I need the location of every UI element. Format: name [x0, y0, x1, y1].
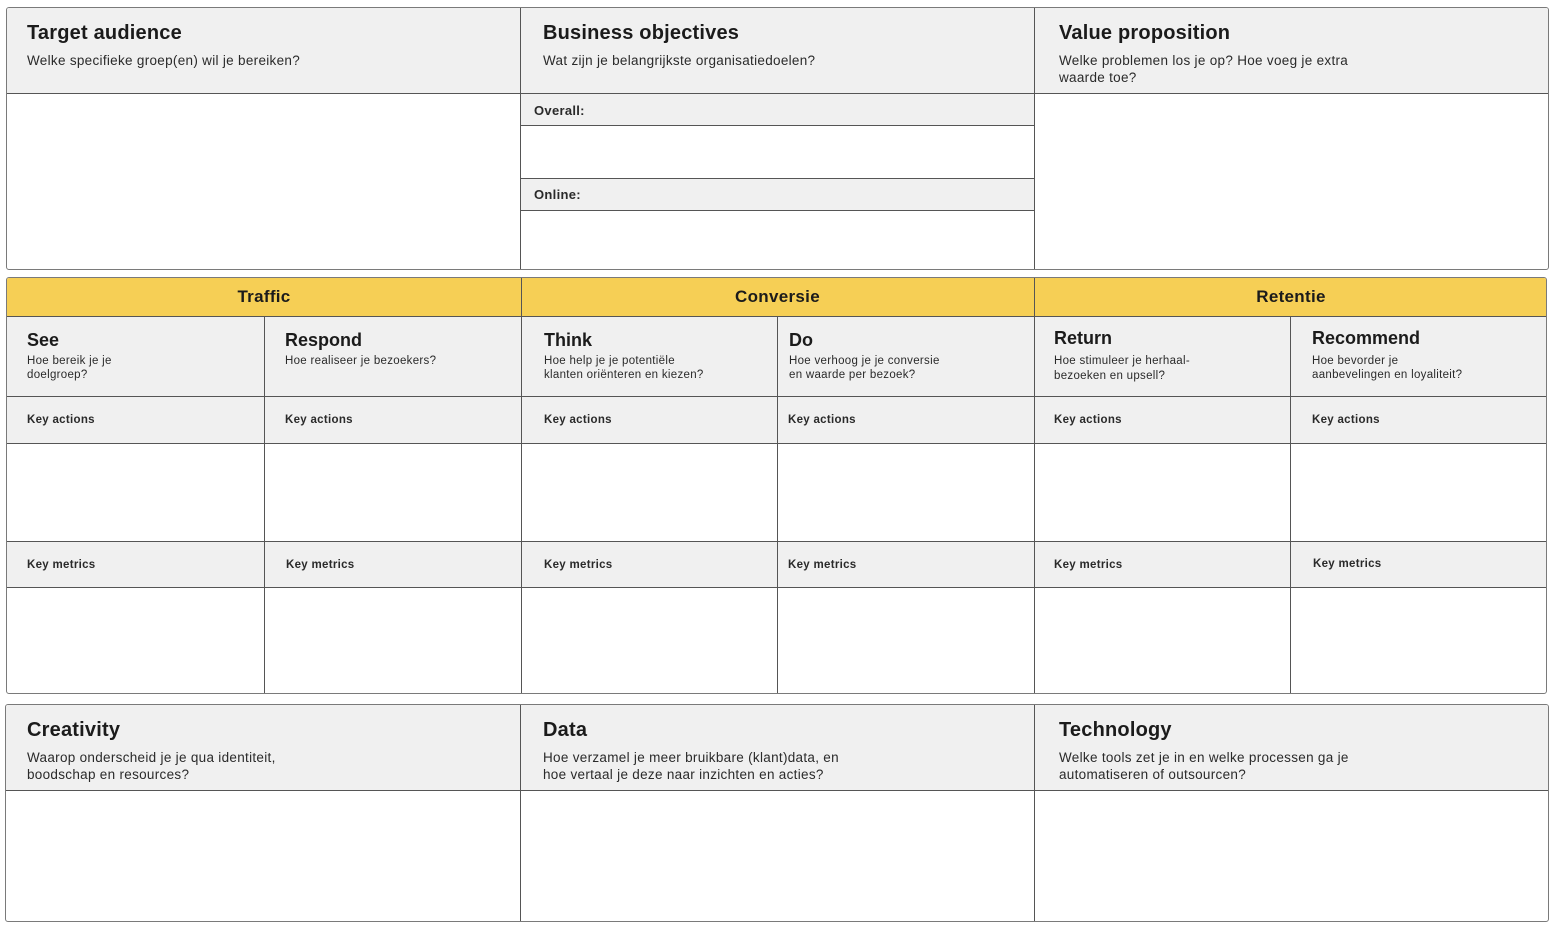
target-audience-input-area[interactable]: [7, 94, 521, 270]
see-key-actions-input[interactable]: [7, 444, 264, 541]
value-proposition-input-area[interactable]: [1035, 94, 1549, 270]
data-desc-line2: hoe vertaal je deze naar inzichten en acties?: [543, 767, 824, 782]
creativity-input-area[interactable]: [6, 791, 520, 922]
return-key-metrics-input[interactable]: [1034, 588, 1291, 694]
target-audience-title: Target audience: [27, 22, 182, 44]
recommend-key-actions-label: Key actions: [1312, 414, 1380, 426]
stage-think-desc-line1: Hoe help je je potentiële: [544, 355, 675, 367]
overall-label: Overall:: [534, 103, 585, 118]
divider: [520, 705, 521, 922]
respond-key-actions-input[interactable]: [264, 444, 521, 541]
online-label: Online:: [534, 187, 581, 202]
divider: [521, 278, 522, 694]
divider: [777, 317, 778, 694]
stage-do-desc-line2: en waarde per bezoek?: [789, 369, 916, 381]
technology-desc-line1: Welke tools zet je in en welke processen ga je: [1059, 750, 1349, 765]
think-key-actions-label: Key actions: [544, 414, 612, 426]
respond-key-metrics-input[interactable]: [264, 588, 521, 694]
stage-respond-title: Respond: [285, 330, 363, 350]
see-key-metrics-input[interactable]: [7, 588, 264, 694]
technology-input-area[interactable]: [1035, 791, 1549, 922]
creativity-title: Creativity: [27, 719, 121, 741]
funnel-panel: [6, 277, 1547, 694]
think-key-metrics-input[interactable]: [521, 588, 777, 694]
divider: [1034, 278, 1035, 694]
target-audience-desc: Welke specifieke groep(en) wil je bereiken?: [27, 53, 301, 68]
online-label-row: [521, 179, 1034, 210]
phase-retentie: Retentie: [1034, 278, 1547, 316]
do-key-actions-label: Key actions: [788, 414, 856, 426]
do-key-actions-input[interactable]: [777, 444, 1034, 541]
stage-recommend-desc-line2: aanbevelingen en loyaliteit?: [1312, 369, 1463, 381]
respond-key-actions-label: Key actions: [285, 414, 353, 426]
respond-key-metrics-label: Key metrics: [286, 559, 355, 571]
value-proposition-title: Value proposition: [1059, 22, 1231, 44]
divider: [1034, 8, 1035, 270]
divider: [1290, 317, 1291, 694]
stage-recommend-desc-line1: Hoe bevorder je: [1312, 355, 1399, 367]
see-key-actions-label: Key actions: [27, 414, 95, 426]
business-objectives-title: Business objectives: [543, 22, 740, 44]
recommend-key-metrics-input[interactable]: [1291, 588, 1547, 694]
value-proposition-desc-line1: Welke problemen los je op? Hoe voeg je extra: [1059, 53, 1349, 68]
data-title: Data: [543, 719, 588, 741]
business-objectives-desc: Wat zijn je belangrijkste organisatiedoelen?: [543, 53, 816, 68]
stage-respond-desc-line1: Hoe realiseer je bezoekers?: [285, 355, 437, 367]
technology-title: Technology: [1059, 719, 1172, 741]
phase-traffic: Traffic: [7, 278, 521, 316]
recommend-key-metrics-label: Key metrics: [1313, 558, 1382, 570]
stage-see-title: See: [27, 330, 60, 350]
creativity-desc-line1: Waarop onderscheid je je qua identiteit,: [27, 750, 276, 765]
stage-do-desc-line1: Hoe verhoog je je conversie: [789, 355, 940, 367]
top-panel: [6, 7, 1549, 270]
stage-see-desc-line2: doelgroep?: [27, 369, 88, 381]
stage-think-desc-line2: klanten oriënteren en kiezen?: [544, 369, 704, 381]
overall-input-area[interactable]: [521, 126, 1034, 178]
return-key-actions-label: Key actions: [1054, 414, 1122, 426]
return-key-actions-input[interactable]: [1034, 444, 1291, 541]
data-input-area[interactable]: [521, 791, 1034, 922]
stage-return-title: Return: [1054, 328, 1112, 348]
recommend-key-actions-input[interactable]: [1291, 444, 1547, 541]
see-key-metrics-label: Key metrics: [27, 559, 96, 571]
think-key-metrics-label: Key metrics: [544, 559, 613, 571]
do-key-metrics-input[interactable]: [777, 588, 1034, 694]
phase-conversie: Conversie: [521, 278, 1034, 316]
think-key-actions-input[interactable]: [521, 444, 777, 541]
divider: [520, 8, 521, 270]
return-key-metrics-label: Key metrics: [1054, 559, 1123, 571]
bottom-panel: [5, 704, 1549, 922]
top-header-row: [7, 8, 1549, 94]
technology-desc-line2: automatiseren of outsourcen?: [1059, 767, 1247, 782]
creativity-desc-line2: boodschap en resources?: [27, 767, 190, 782]
stage-return-desc-line2: bezoeken en upsell?: [1054, 370, 1166, 382]
stage-return-desc-line1: Hoe stimuleer je herhaal-: [1054, 355, 1190, 367]
divider: [1034, 705, 1035, 922]
online-input-area[interactable]: [521, 211, 1034, 269]
stage-recommend-title: Recommend: [1312, 328, 1421, 348]
stage-think-title: Think: [544, 330, 592, 350]
divider: [264, 317, 265, 694]
data-desc-line1: Hoe verzamel je meer bruikbare (klant)data, en: [543, 750, 839, 765]
overall-label-row: [521, 94, 1034, 126]
stage-see-desc-line1: Hoe bereik je je: [27, 355, 112, 367]
do-key-metrics-label: Key metrics: [788, 559, 857, 571]
stage-do-title: Do: [789, 330, 813, 350]
value-proposition-desc-line2: waarde toe?: [1059, 70, 1137, 85]
